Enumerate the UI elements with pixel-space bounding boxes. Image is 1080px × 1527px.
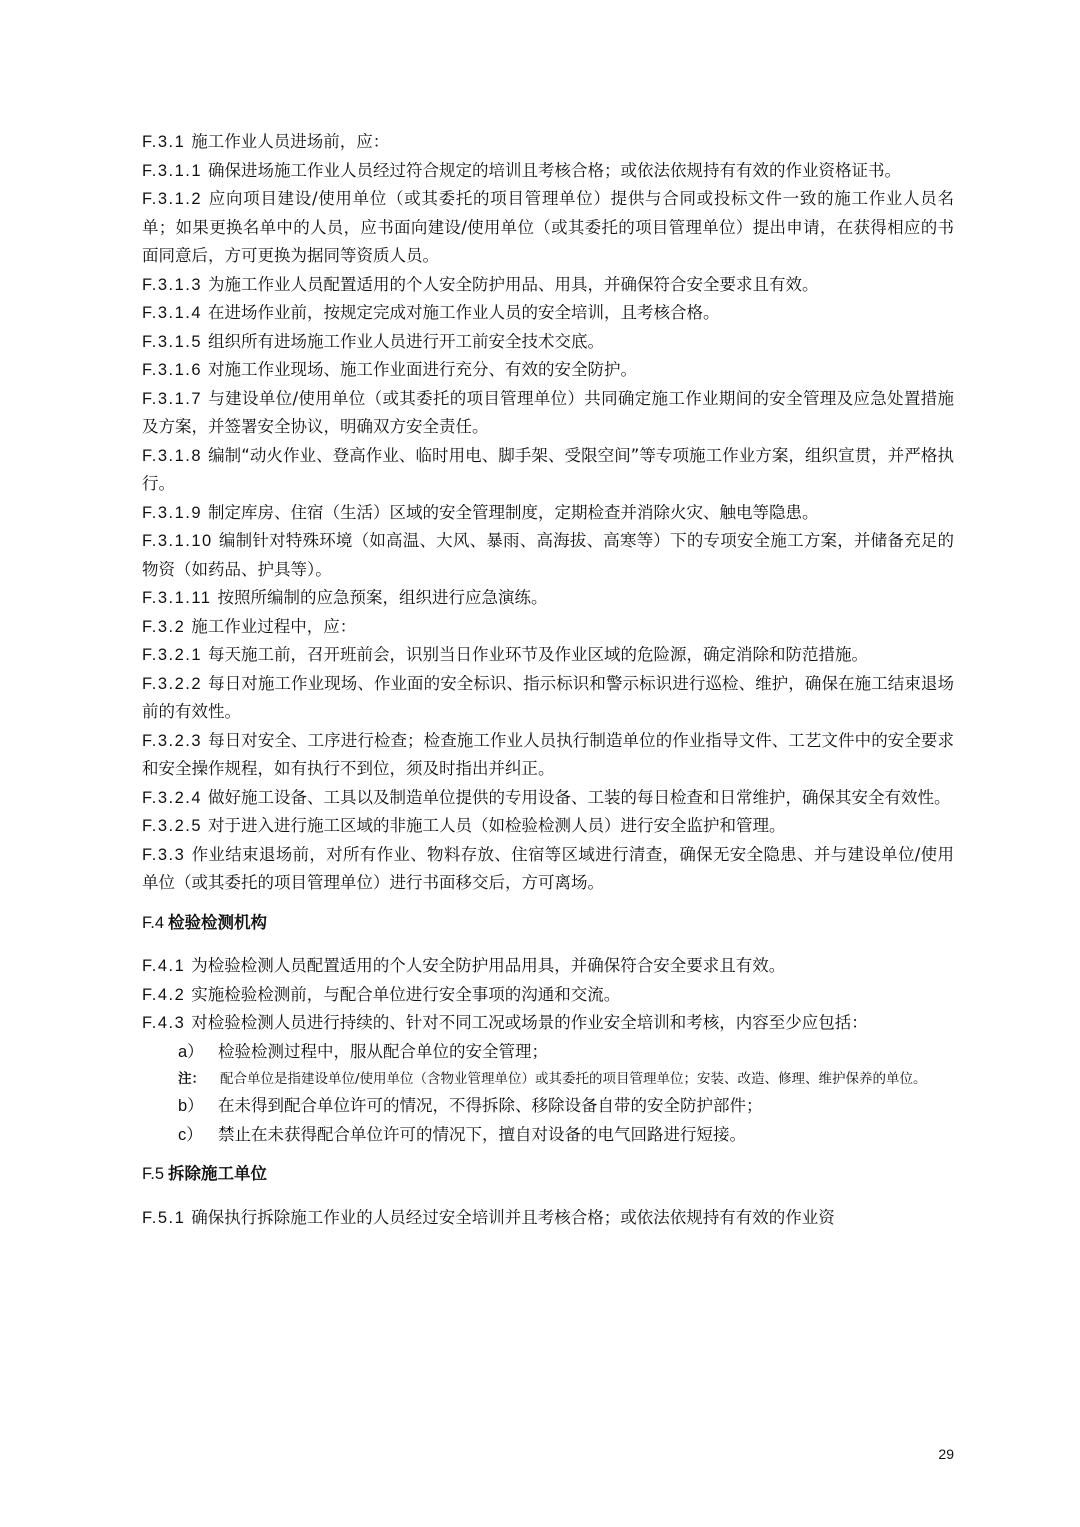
- clause-f3-2-4: F.3.2.4 做好施工设备、工具以及制造单位提供的专用设备、工装的每日检查和日常维护，确保其安全有效性。: [142, 787, 951, 807]
- clause-f3-2-5: F.3.2.5 对于进入进行施工区域的非施工人员（如检验检测人员）进行安全监护和管理。: [142, 816, 786, 835]
- clause-f4-3: F.4.3 对检验检测人员进行持续的、针对不同工况或场景的作业安全培训和考核，内容至少应包括：: [142, 1013, 868, 1032]
- clause-f3-1-9: F.3.1.9 制定库房、住宿（生活）区域的安全管理制度，定期检查并消除火灾、触电等隐患。: [142, 502, 819, 522]
- clause-f3-2-3: F.3.2.3 每日对安全、工序进行检查；检查施工作业人员执行制造单位的作业指导文件、工艺文件中的安全要求和安全操作规程，如有执行不到位，须及时指出并纠正。: [142, 730, 954, 778]
- section-heading-f4: F.4 检验检测机构: [142, 912, 268, 932]
- clause-f3-2-1: F.3.2.1 每天施工前，召开班前会，识别当日作业环节及作业区域的危险源，确定消除和防范措施。: [142, 645, 869, 664]
- clause-f3-1-1: F.3.1.1 确保进场施工作业人员经过符合规定的培训且考核合格；或依法依规持有有效的作业资格证书。: [142, 160, 902, 180]
- document-body: [142, 128, 954, 1232]
- clause-f5-1: F.5.1 确保执行拆除施工作业的人员经过安全培训并且考核合格；或依法依规持有有效的作业资: [142, 1207, 835, 1227]
- clause-f3-2: F.3.2 施工作业过程中，应：: [142, 616, 357, 636]
- clause-f3-1-6: F.3.1.6 对施工作业现场、施工作业面进行充分、有效的安全防护。: [142, 360, 638, 379]
- list-item-b: b） 在未得到配合单位许可的情况，不得拆除、移除设备自带的安全防护部件；: [178, 1096, 763, 1115]
- note: 注： 配合单位是指建设单位/使用单位（含物业管理单位）或其委托的项目管理单位；安装、改造、修理、维护保养的单位。: [178, 1071, 927, 1087]
- clause-f3-1-5: F.3.1.5 组织所有进场施工作业人员进行开工前安全技术交底。: [142, 331, 605, 351]
- clause-f3-1-4: F.3.1.4 在进场作业前，按规定完成对施工作业人员的安全培训，且考核合格。: [142, 303, 720, 322]
- clause-f4-1: F.4.1 为检验检测人员配置适用的个人安全防护用品用具，并确保符合安全要求且有效。: [142, 956, 786, 975]
- section-heading-f5: F.5 拆除施工单位: [142, 1164, 268, 1183]
- page-number: 29: [938, 1446, 954, 1462]
- clause-f4-2: F.4.2 实施检验检测前，与配合单位进行安全事项的沟通和交流。: [142, 984, 621, 1004]
- clause-f3-2-2: F.3.2.2 每日对施工作业现场、作业面的安全标识、指示标识和警示标识进行巡检、维护，确保在施工结束退场前的有效性。: [142, 673, 954, 721]
- clause-f3-1-7: F.3.1.7 与建设单位/使用单位（或其委托的项目管理单位）共同确定施工作业期间的安全管理及应急处置措施及方案，并签署安全协议，明确双方安全责任。: [142, 388, 954, 436]
- clause-f3-1: F.3.1 施工作业人员进场前，应：: [142, 132, 390, 151]
- clause-f3-3: F.3.3 作业结束退场前，对所有作业、物料存放、住宿等区域进行清查，确保无安全隐患、并与建设单位/使用单位（或其委托的项目管理单位）进行书面移交后，方可离场。: [142, 844, 954, 892]
- clause-f3-1-2: F.3.1.2 应向项目建设/使用单位（或其委托的项目管理单位）提供与合同或投标文件一致的施工作业人员名单；如果更换名单中的人员，应书面向建设/使用单位（或其委托的项目管理单位）提出申请，在获得相应的书面同意后，方可更换为据同等资质人员。: [142, 189, 954, 265]
- clause-f3-1-8: F.3.1.8 编制“动火作业、登高作业、临时用电、脚手架、受限空间”等专项施工作业方案，组织宣贯，并严格执行。: [142, 445, 954, 493]
- list-item-a: a） 检验检测过程中，服从配合单位的安全管理；: [178, 1041, 548, 1061]
- clause-f3-1-11: F.3.1.11 按照所编制的应急预案，组织进行应急演练。: [142, 588, 548, 607]
- list-item-c: c） 禁止在未获得配合单位许可的情况下，擅自对设备的电气回路进行短接。: [178, 1124, 746, 1144]
- clause-f3-1-10: F.3.1.10 编制针对特殊环境（如高温、大风、暴雨、高海拔、高寒等）下的专项安全施工方案，并储备充足的物资（如药品、护具等）。: [142, 531, 954, 579]
- clause-f3-1-3: F.3.1.3 为施工作业人员配置适用的个人安全防护用品、用具，并确保符合安全要求且有效。: [142, 274, 819, 294]
